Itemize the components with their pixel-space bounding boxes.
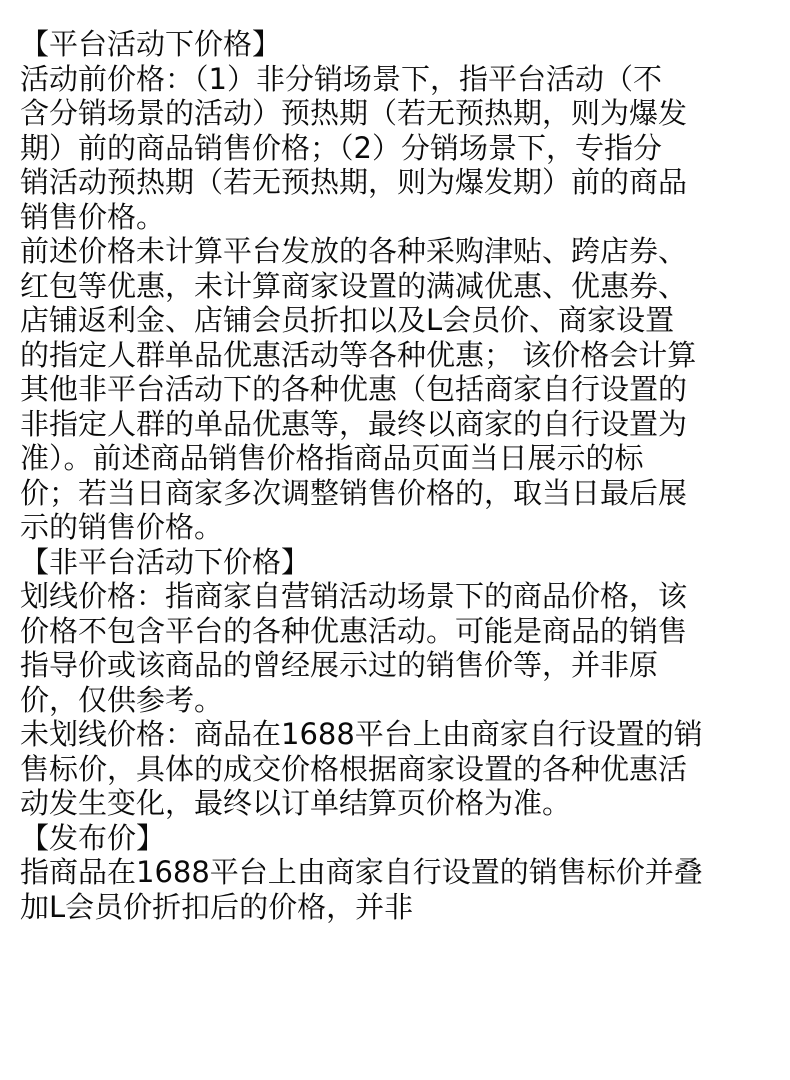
text-line: 准）。前述商品销售价格指商品页面当日展示的标 xyxy=(20,441,644,475)
text-line: 红包等优惠，未计算商家设置的满减优惠、优惠券、 xyxy=(20,268,688,303)
text-line: 销售价格。 xyxy=(20,199,166,234)
text-line: 加L会员价折扣后的价格，并非 xyxy=(20,889,414,924)
price-disclaimer-document xyxy=(20,27,780,924)
text-line: 示的销售价格。 xyxy=(20,510,224,544)
text-line: 未划线价格：商品在1688平台上由商家自行设置的销 xyxy=(20,717,703,751)
section-heading-platform-activity-price: 【平台活动下价格】 xyxy=(20,27,282,61)
text-line: 前述价格未计算平台发放的各种采购津贴、跨店券、 xyxy=(20,234,688,268)
section-heading-non-platform-activity-price: 【非平台活动下价格】 xyxy=(20,544,311,579)
text-line: 指导价或该商品的曾经展示过的销售价等，并非原 xyxy=(20,648,659,682)
text-line: 含分销场景的活动）预热期（若无预热期，则为爆发 xyxy=(20,96,688,130)
text-line: 非指定人群的单品优惠等，最终以商家的自行设置为 xyxy=(20,406,688,441)
text-line: 售标价，具体的成交价格根据商家设置的各种优惠活 xyxy=(20,751,688,786)
text-line: 价；若当日商家多次调整销售价格的，取当日最后展 xyxy=(20,475,688,510)
text-line: 销活动预热期（若无预热期，则为爆发期）前的商品 xyxy=(20,165,688,199)
text-line: 店铺返利金、店铺会员折扣以及L会员价、商家设置 xyxy=(20,303,675,337)
text-line: 活动前价格：（1）非分销场景下，指平台活动（不 xyxy=(20,61,662,96)
text-line: 期）前的商品销售价格；（2）分销场景下，专指分 xyxy=(20,130,662,165)
text-line: 价，仅供参考。 xyxy=(20,682,224,717)
section-heading-release-price: 【发布价】 xyxy=(20,820,166,855)
text-line: 其他非平台活动下的各种优惠（包括商家自行设置的 xyxy=(20,372,688,406)
text-line: 动发生变化，最终以订单结算页价格为准。 xyxy=(20,786,572,820)
text-line: 的指定人群单品优惠活动等各种优惠； 该价格会计算 xyxy=(20,337,697,372)
text-line: 指商品在1688平台上由商家自行设置的销售标价并叠 xyxy=(20,855,703,889)
text-line: 价格不包含平台的各种优惠活动。可能是商品的销售 xyxy=(20,613,688,648)
text-line: 划线价格：指商家自营销活动场景下的商品价格，该 xyxy=(20,579,688,613)
